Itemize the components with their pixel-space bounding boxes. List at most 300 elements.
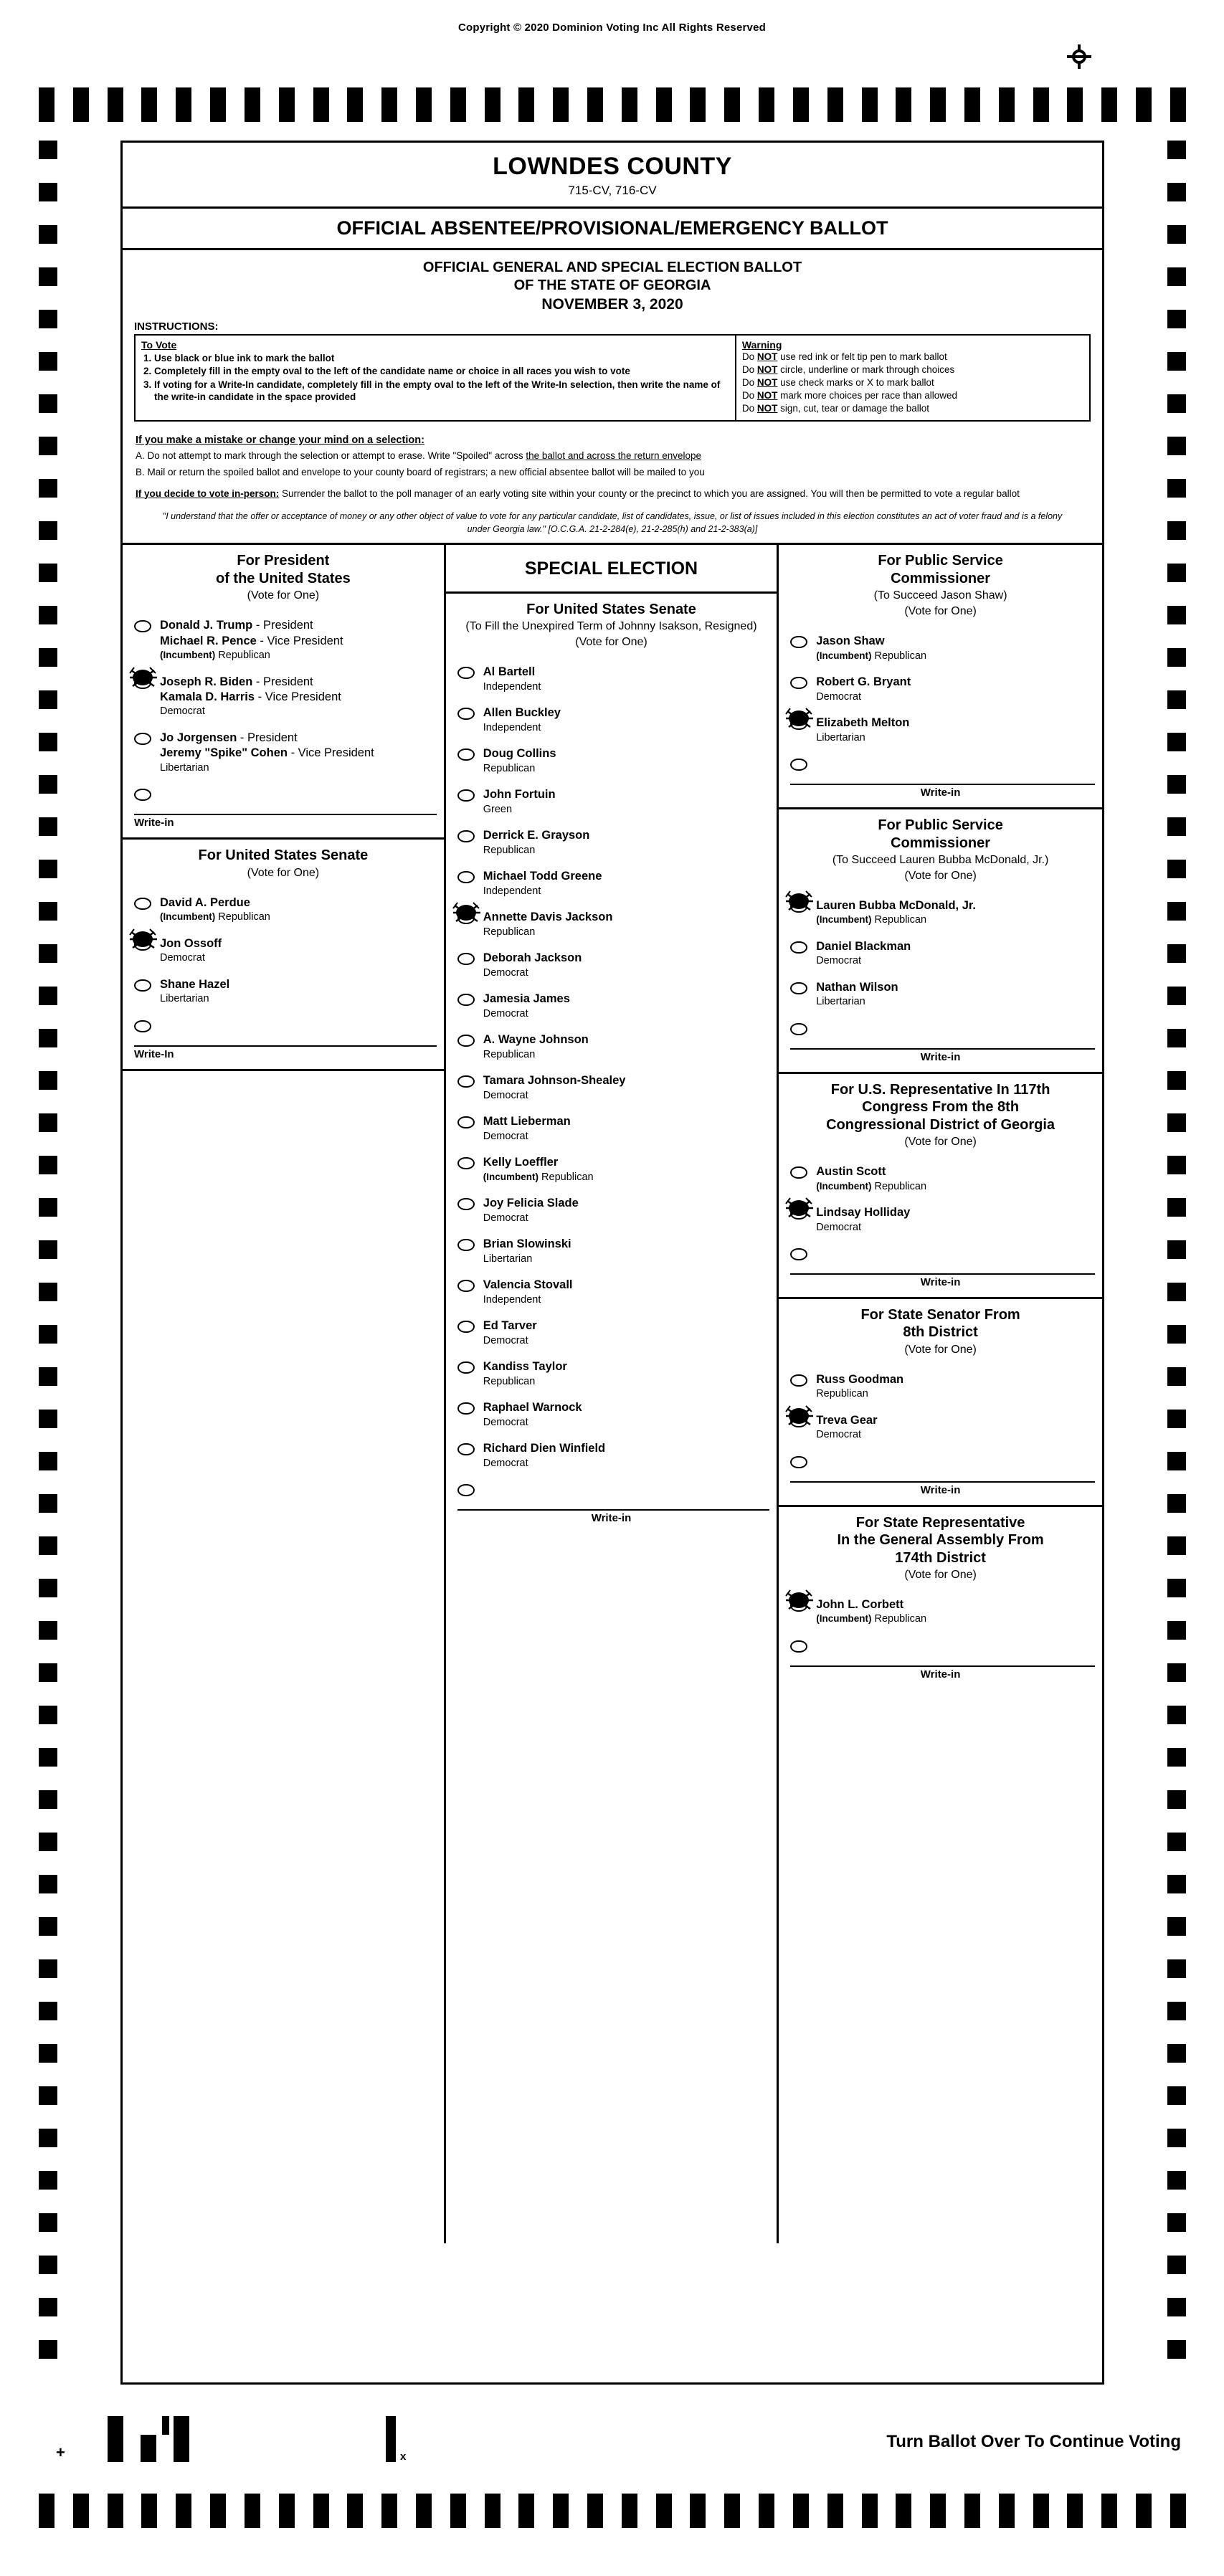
candidate-text xyxy=(483,992,570,1021)
candidate-party: Independent xyxy=(483,721,541,733)
contest-title-line: of the United States xyxy=(215,570,351,586)
timing-mark xyxy=(1167,479,1186,498)
timing-mark xyxy=(1167,648,1186,667)
write-in-choice[interactable] xyxy=(446,1476,777,1506)
candidate-choice[interactable] xyxy=(779,628,1102,669)
vote-oval[interactable] xyxy=(790,677,807,689)
candidate-party: Independent xyxy=(483,885,541,897)
warning-item: Do NOT use red ink or felt tip pen to mark ballot xyxy=(741,351,947,362)
timing-mark xyxy=(39,1917,57,1936)
write-in-oval[interactable] xyxy=(457,1484,475,1496)
vote-oval[interactable] xyxy=(790,1374,807,1387)
vote-oval[interactable] xyxy=(790,636,807,648)
candidate-name: Valencia Stovall xyxy=(483,1278,573,1292)
timing-mark xyxy=(1167,1283,1186,1301)
candidate-name: Russ Goodman xyxy=(816,1372,904,1386)
vote-oval[interactable] xyxy=(790,941,807,954)
vote-oval[interactable] xyxy=(457,1239,475,1251)
candidate-choice[interactable] xyxy=(446,1435,777,1476)
candidate-text xyxy=(483,910,613,939)
warning-heading: Warning xyxy=(741,339,782,351)
vote-oval[interactable] xyxy=(457,830,475,842)
write-in-choice[interactable] xyxy=(123,1012,444,1042)
candidate-text xyxy=(160,731,374,775)
candidate-text xyxy=(816,1413,877,1443)
vote-oval[interactable] xyxy=(457,1443,475,1455)
contest-header xyxy=(123,840,444,885)
timing-mark xyxy=(1136,87,1152,122)
write-in-oval[interactable] xyxy=(790,1248,807,1260)
vote-oval[interactable] xyxy=(457,1198,475,1210)
timing-mark xyxy=(724,2494,740,2528)
timing-mark xyxy=(1167,1579,1186,1597)
to-vote-step: 3. If voting for a Write-In candidate, completely fill in the empty oval to the left of the Write-In selection, then write the name of the write-in candidate in the space provided xyxy=(154,379,729,404)
vote-oval[interactable] xyxy=(457,1157,475,1169)
candidate-choice[interactable] xyxy=(446,904,777,945)
contest-state-rep-174 xyxy=(779,1507,1102,1689)
id-mark-2 xyxy=(141,2435,156,2462)
candidate-choice[interactable] xyxy=(446,863,777,904)
candidate-party: (Incumbent) Republican xyxy=(160,649,270,661)
timing-mark xyxy=(862,87,878,122)
candidate-party: Democrat xyxy=(483,1212,528,1224)
election-line-2: OF THE STATE OF GEORGIA xyxy=(513,277,711,293)
timing-mark xyxy=(39,2256,57,2274)
candidate-choice[interactable] xyxy=(123,669,444,725)
choice-list xyxy=(779,624,1102,807)
vote-oval[interactable] xyxy=(457,912,475,924)
write-in-choice[interactable] xyxy=(123,781,444,811)
vote-oval[interactable] xyxy=(134,938,151,951)
candidate-choice[interactable] xyxy=(446,1272,777,1313)
choice-list xyxy=(779,1362,1102,1505)
timing-mark xyxy=(622,2494,637,2528)
candidate-name: Joy Felicia Slade xyxy=(483,1197,579,1210)
timing-mark xyxy=(1167,817,1186,836)
candidate-name: Joseph R. Biden - President xyxy=(160,675,313,688)
candidate-choice[interactable] xyxy=(123,890,444,931)
candidate-choice[interactable] xyxy=(446,822,777,863)
ballot-column-1 xyxy=(123,545,446,2243)
timing-mark xyxy=(1067,87,1083,122)
running-mate-name: Michael R. Pence - Vice President xyxy=(160,634,343,647)
write-in-choice[interactable] xyxy=(779,1632,1102,1663)
candidate-party: (Incumbent) Republican xyxy=(816,650,927,662)
candidate-choice[interactable] xyxy=(446,1190,777,1231)
candidate-party: Democrat xyxy=(816,1429,862,1441)
vote-oval[interactable] xyxy=(457,1075,475,1088)
timing-mark xyxy=(39,2129,57,2147)
candidate-name: Matt Lieberman xyxy=(483,1115,571,1128)
vote-oval[interactable] xyxy=(790,900,807,913)
choice-list xyxy=(123,885,444,1069)
candidate-choice[interactable] xyxy=(123,612,444,668)
timing-mark xyxy=(450,2494,466,2528)
contest-psc-mcdonald xyxy=(779,809,1102,1074)
vote-oval[interactable] xyxy=(457,1116,475,1128)
candidate-text xyxy=(483,1278,573,1307)
timing-mark xyxy=(39,1663,57,1682)
candidate-choice[interactable] xyxy=(446,1108,777,1149)
candidate-choice[interactable] xyxy=(779,1159,1102,1199)
vote-oval[interactable] xyxy=(790,1415,807,1427)
timing-mark xyxy=(1167,437,1186,455)
timing-mark xyxy=(1167,1198,1186,1217)
contest-title-line: For State Representative xyxy=(855,1514,1025,1531)
timing-mark xyxy=(176,87,191,122)
special-election-banner xyxy=(446,545,777,594)
timing-mark xyxy=(1167,2213,1186,2232)
vote-oval[interactable] xyxy=(457,871,475,883)
candidate-party: Democrat xyxy=(816,955,862,967)
timing-mark xyxy=(930,2494,946,2528)
candidate-party: Democrat xyxy=(483,1130,528,1142)
vote-oval[interactable] xyxy=(134,677,151,689)
contest-header xyxy=(779,1299,1102,1362)
candidate-choice[interactable] xyxy=(446,700,777,741)
running-mate-name: Jeremy "Spike" Cohen - Vice President xyxy=(160,746,374,760)
candidate-party: Independent xyxy=(483,1293,541,1306)
contest-president xyxy=(123,545,444,840)
instructions-title: INSTRUCTIONS: xyxy=(134,320,219,333)
candidate-text xyxy=(483,951,582,980)
candidate-choice[interactable] xyxy=(446,781,777,822)
vote-oval[interactable] xyxy=(457,708,475,720)
timing-mark xyxy=(1167,183,1186,201)
candidate-text xyxy=(483,828,590,857)
vote-oval[interactable] xyxy=(790,1166,807,1179)
contest-subtitle: (To Succeed Jason Shaw) xyxy=(873,589,1007,602)
candidate-party: Libertarian xyxy=(483,1253,533,1265)
vote-oval[interactable] xyxy=(457,789,475,802)
candidate-choice[interactable] xyxy=(123,931,444,971)
timing-mark xyxy=(1167,1113,1186,1132)
vote-for-instruction: (Vote for One) xyxy=(247,589,320,602)
timing-mark xyxy=(1136,2494,1152,2528)
election-header xyxy=(123,250,1102,320)
write-in-oval[interactable] xyxy=(790,1023,807,1035)
timing-mark xyxy=(39,775,57,794)
contest-title-line: For President xyxy=(237,553,330,569)
candidate-choice[interactable] xyxy=(446,945,777,986)
write-in-choice[interactable] xyxy=(779,751,1102,781)
candidate-text xyxy=(160,977,229,1007)
copyright-notice: Copyright © 2020 Dominion Voting Inc All Rights Reserved xyxy=(458,22,766,34)
write-in-choice[interactable] xyxy=(779,1015,1102,1045)
timing-mark xyxy=(1167,1621,1186,1640)
vote-oval[interactable] xyxy=(790,982,807,994)
vote-oval[interactable] xyxy=(134,898,151,910)
timing-mark xyxy=(39,141,57,159)
vote-for-instruction: (Vote for One) xyxy=(904,1569,977,1582)
candidate-text xyxy=(816,1205,910,1235)
vote-oval[interactable] xyxy=(790,1600,807,1612)
timing-mark xyxy=(1167,1325,1186,1344)
timing-mark xyxy=(108,87,123,122)
candidate-party: Republican xyxy=(483,926,536,938)
vote-oval[interactable] xyxy=(457,1402,475,1415)
candidate-text xyxy=(816,716,909,745)
timing-mark xyxy=(1167,225,1186,244)
ballot-frame xyxy=(120,141,1104,2385)
id-mark-3 xyxy=(162,2416,169,2435)
candidate-choice[interactable] xyxy=(446,659,777,700)
choice-list xyxy=(446,655,777,1533)
timing-mark xyxy=(39,902,57,921)
timing-mark xyxy=(1167,1156,1186,1174)
vote-oval[interactable] xyxy=(790,1207,807,1220)
timing-mark xyxy=(39,1367,57,1386)
turn-ballot-over-text: Turn Ballot Over To Continue Voting xyxy=(886,2432,1181,2451)
candidate-choice[interactable] xyxy=(446,1068,777,1108)
candidate-choice[interactable] xyxy=(779,710,1102,751)
write-in-oval[interactable] xyxy=(790,759,807,771)
timing-mark xyxy=(964,2494,980,2528)
candidate-choice[interactable] xyxy=(446,1231,777,1272)
timing-mark xyxy=(518,87,534,122)
contest-title-line: Commissioner xyxy=(891,835,991,851)
timing-mark xyxy=(39,944,57,963)
vote-for-instruction: (Vote for One) xyxy=(575,636,647,649)
timing-mark xyxy=(1101,2494,1117,2528)
candidate-text xyxy=(816,1372,903,1402)
contest-title-line: 8th District xyxy=(903,1324,978,1341)
candidate-choice[interactable] xyxy=(779,1592,1102,1632)
candidate-text xyxy=(160,936,222,966)
instructions-section xyxy=(123,320,1102,427)
candidate-name: Austin Scott xyxy=(816,1165,886,1179)
timing-mark xyxy=(862,2494,878,2528)
contest-header xyxy=(779,1507,1102,1587)
candidate-choice[interactable] xyxy=(779,893,1102,933)
candidate-text xyxy=(483,1155,594,1184)
timing-mark xyxy=(39,2171,57,2190)
candidate-choice[interactable] xyxy=(779,1407,1102,1448)
candidate-choice[interactable] xyxy=(779,1199,1102,1240)
vote-oval[interactable] xyxy=(457,994,475,1006)
vote-oval[interactable] xyxy=(457,1321,475,1333)
timing-mark xyxy=(1167,2298,1186,2316)
vote-oval[interactable] xyxy=(790,718,807,730)
timing-mark xyxy=(1167,1959,1186,1978)
timing-mark xyxy=(553,87,569,122)
vote-oval[interactable] xyxy=(457,667,475,679)
candidate-name: A. Wayne Johnson xyxy=(483,1033,589,1047)
candidate-party: (Incumbent) Republican xyxy=(816,914,927,926)
candidate-text xyxy=(816,1164,926,1194)
timing-mark xyxy=(690,87,706,122)
timing-mark xyxy=(622,87,637,122)
contest-title-line: 174th District xyxy=(895,1549,986,1566)
choice-list xyxy=(779,888,1102,1072)
vote-oval[interactable] xyxy=(134,979,151,992)
timing-mark xyxy=(39,394,57,413)
vote-oval[interactable] xyxy=(457,953,475,965)
vote-oval[interactable] xyxy=(134,733,151,745)
write-in-label: Write-in xyxy=(591,1512,632,1525)
candidate-party: Green xyxy=(483,803,513,815)
timing-mark xyxy=(553,2494,569,2528)
timing-mark xyxy=(518,2494,534,2528)
timing-mark xyxy=(39,564,57,582)
timing-marks-left xyxy=(39,141,57,2382)
candidate-name: Michael Todd Greene xyxy=(483,870,602,883)
write-in-oval[interactable] xyxy=(134,1020,151,1032)
timing-mark xyxy=(39,1071,57,1090)
timing-mark xyxy=(1167,1663,1186,1682)
candidate-name: Annette Davis Jackson xyxy=(483,911,613,924)
timing-mark xyxy=(108,2494,123,2528)
contest-header xyxy=(123,545,444,608)
ballot-type: OFFICIAL ABSENTEE/PROVISIONAL/EMERGENCY BALLOT xyxy=(336,217,888,239)
vote-oval[interactable] xyxy=(457,748,475,761)
timing-mark xyxy=(73,2494,89,2528)
timing-mark xyxy=(1167,2171,1186,2190)
candidate-choice[interactable] xyxy=(446,1394,777,1435)
contest-title-line: In the General Assembly From xyxy=(837,1532,1044,1549)
write-in-oval[interactable] xyxy=(134,789,151,801)
candidate-party: Libertarian xyxy=(816,731,865,743)
candidate-choice[interactable] xyxy=(446,1354,777,1394)
warning-item: Do NOT circle, underline or mark through choices xyxy=(741,364,955,376)
write-in-choice[interactable] xyxy=(779,1240,1102,1270)
timing-mark xyxy=(1167,1410,1186,1428)
timing-mark xyxy=(39,1198,57,1217)
choice-list xyxy=(779,1154,1102,1297)
candidate-name: Donald J. Trump - President xyxy=(160,619,313,632)
timing-marks-top xyxy=(39,87,1186,122)
timing-mark xyxy=(39,1240,57,1259)
timing-mark xyxy=(1167,521,1186,540)
warning-item: Do NOT use check marks or X to mark ballot xyxy=(741,377,934,389)
ballot-header-county xyxy=(123,143,1102,209)
contest-us-senate-special xyxy=(446,594,777,1533)
candidate-choice[interactable] xyxy=(446,1313,777,1354)
timing-mark xyxy=(1167,1029,1186,1047)
timing-mark xyxy=(1167,310,1186,328)
candidate-name: Jon Ossoff xyxy=(160,936,222,950)
timing-mark xyxy=(1167,1706,1186,1724)
timing-mark xyxy=(39,267,57,286)
timing-mark xyxy=(1170,2494,1186,2528)
timing-mark xyxy=(1167,267,1186,286)
candidate-text xyxy=(160,618,343,662)
candidate-text xyxy=(483,665,541,694)
write-in-choice[interactable] xyxy=(779,1448,1102,1478)
vote-oval[interactable] xyxy=(134,620,151,632)
timing-mark xyxy=(1170,87,1186,122)
timing-mark xyxy=(827,2494,843,2528)
timing-marks-right xyxy=(1167,141,1186,2382)
candidate-choice[interactable] xyxy=(779,974,1102,1015)
timing-mark xyxy=(39,1536,57,1555)
vote-oval[interactable] xyxy=(457,1280,475,1292)
vote-for-instruction: (Vote for One) xyxy=(904,605,977,618)
timing-mark xyxy=(39,2002,57,2020)
timing-mark xyxy=(896,2494,911,2528)
warning-block xyxy=(736,336,1089,420)
timing-mark xyxy=(1167,1494,1186,1513)
timing-mark xyxy=(827,87,843,122)
candidate-name: Raphael Warnock xyxy=(483,1401,582,1415)
timing-mark xyxy=(416,87,432,122)
timing-mark xyxy=(39,225,57,244)
timing-mark xyxy=(39,606,57,624)
vote-for-instruction: (Vote for One) xyxy=(904,869,977,882)
vote-oval[interactable] xyxy=(457,1361,475,1374)
candidate-text xyxy=(816,898,976,928)
timing-mark xyxy=(39,987,57,1005)
candidate-name: John Fortuin xyxy=(483,788,556,802)
timing-mark xyxy=(279,87,295,122)
candidate-choice[interactable] xyxy=(123,971,444,1012)
candidate-name: Richard Dien Winfield xyxy=(483,1442,606,1455)
contest-title-line: Congressional District of Georgia xyxy=(826,1116,1055,1133)
ballot-column-3 xyxy=(779,545,1102,2243)
timing-mark xyxy=(416,2494,432,2528)
timing-mark xyxy=(39,817,57,836)
candidate-choice[interactable] xyxy=(779,1367,1102,1407)
cv-codes: 715-CV, 716-CV xyxy=(568,184,657,197)
timing-mark xyxy=(39,479,57,498)
candidate-text xyxy=(160,895,270,925)
candidate-name: Deborah Jackson xyxy=(483,951,582,965)
candidate-text xyxy=(483,1400,582,1430)
contest-title-line: For State Senator From xyxy=(860,1307,1020,1323)
timing-mark xyxy=(1167,564,1186,582)
mistake-item-b: B. Mail or return the spoiled ballot and envelope to your county board of registrars; a new official absentee ballot will be mailed to you xyxy=(136,466,705,477)
special-election-title: SPECIAL ELECTION xyxy=(524,559,698,579)
vote-oval[interactable] xyxy=(457,1035,475,1047)
candidate-choice[interactable] xyxy=(446,1149,777,1190)
candidate-party: Republican xyxy=(816,1388,868,1400)
timing-mark xyxy=(587,87,603,122)
timing-mark xyxy=(39,437,57,455)
write-in-oval[interactable] xyxy=(790,1640,807,1653)
timing-mark xyxy=(39,310,57,328)
to-vote-steps xyxy=(141,352,729,403)
candidate-choice[interactable] xyxy=(446,1027,777,1068)
candidate-name: Shane Hazel xyxy=(160,977,230,991)
candidate-name: Jason Shaw xyxy=(816,635,885,648)
timing-mark xyxy=(485,2494,500,2528)
write-in-oval[interactable] xyxy=(790,1456,807,1468)
timing-mark xyxy=(724,87,740,122)
timing-mark xyxy=(347,87,363,122)
candidate-choice[interactable] xyxy=(779,669,1102,710)
candidate-choice[interactable] xyxy=(446,986,777,1027)
timing-mark xyxy=(347,2494,363,2528)
timing-mark xyxy=(1101,87,1117,122)
candidate-name: Nathan Wilson xyxy=(816,980,898,994)
timing-mark xyxy=(930,87,946,122)
candidate-choice[interactable] xyxy=(779,933,1102,974)
write-in-label: Write-in xyxy=(134,817,174,830)
candidate-choice[interactable] xyxy=(123,725,444,781)
candidate-text xyxy=(160,675,341,719)
contest-title-line: For Public Service xyxy=(878,817,1003,834)
timing-mark xyxy=(1167,2002,1186,2020)
ballot-column-2 xyxy=(446,545,779,2243)
timing-mark xyxy=(39,1833,57,1851)
timing-mark xyxy=(313,2494,329,2528)
candidate-choice[interactable] xyxy=(446,741,777,781)
timing-mark xyxy=(39,2298,57,2316)
timing-mark xyxy=(1167,690,1186,709)
timing-mark xyxy=(39,1579,57,1597)
choice-list xyxy=(123,608,444,837)
timing-mark xyxy=(1167,902,1186,921)
